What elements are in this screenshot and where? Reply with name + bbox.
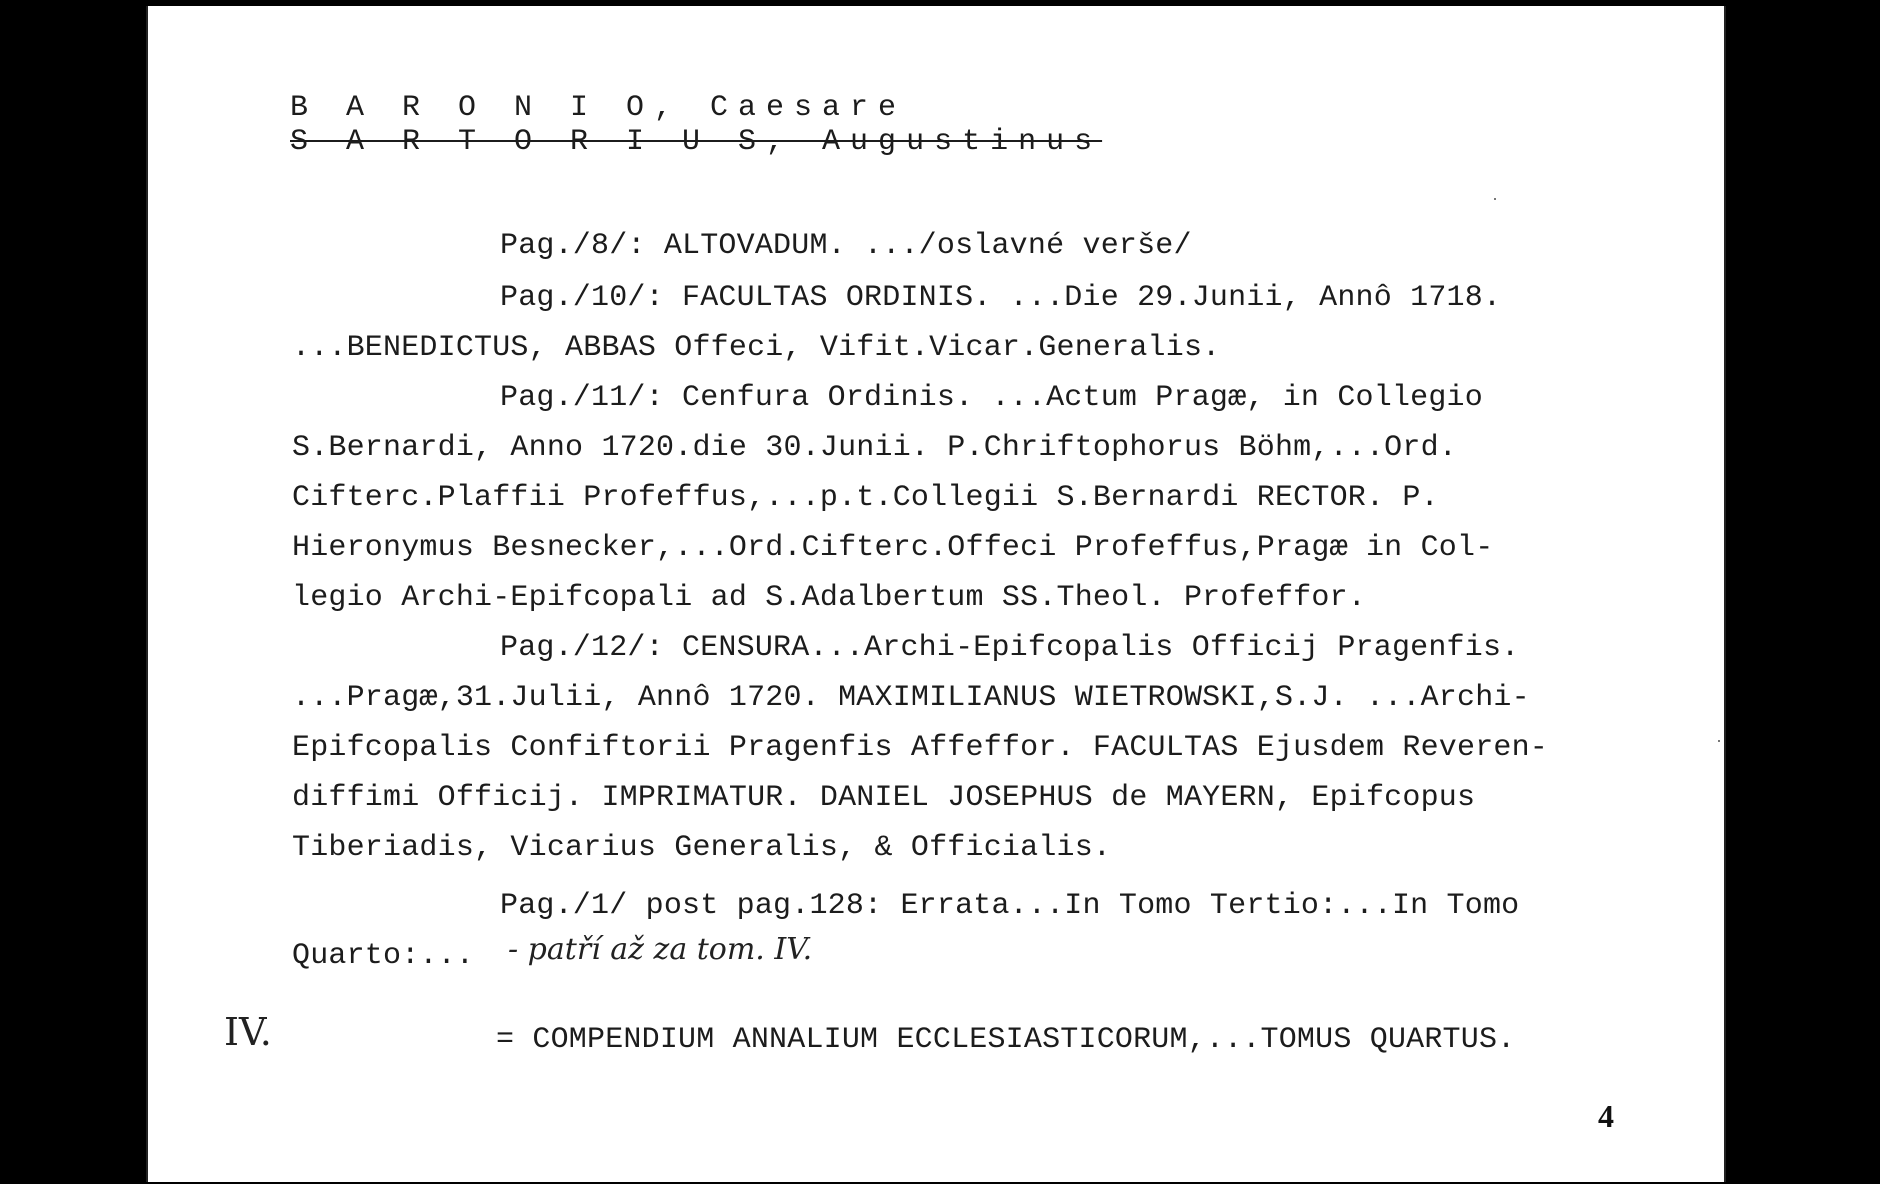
heading-struck-name: S A R T O R I U S, Augustinus — [290, 125, 1103, 159]
text-line-7: Hieronymus Besnecker,...Ord.Cifterc.Offeci Profeffus,Pragæ in Col- — [292, 531, 1494, 565]
catalog-card — [146, 6, 1726, 1182]
margin-note: IV. — [224, 1010, 272, 1054]
handwritten-note: - patří až za tom. IV. — [508, 932, 813, 967]
text-line-2: Pag./10/: FACULTAS ORDINIS. ...Die 29.Junii, Annô 1718. — [500, 281, 1502, 315]
text-line-14: Pag./1/ post pag.128: Errata...In Tomo Tertio:...In Tomo — [500, 889, 1520, 923]
text-line-11: Epifcopalis Confiftorii Pragenfis Affeffor. FACULTAS Ejusdem Reveren- — [292, 731, 1549, 765]
text-line-4: Pag./11/: Cenfura Ordinis. ...Actum Pragæ, in Collegio — [500, 381, 1483, 415]
text-line-15: Quarto:... — [292, 939, 475, 973]
title-line: = COMPENDIUM ANNALIUM ECCLESIASTICORUM,...TOMUS QUARTUS. — [496, 1023, 1516, 1057]
text-line-1: Pag./8/: ALTOVADUM. .../oslavné verše/ — [500, 229, 1192, 263]
speck — [1494, 198, 1496, 200]
speck-edge — [1718, 740, 1720, 742]
text-line-9: Pag./12/: CENSURA...Archi-Epifcopalis Officij Pragenfis. — [500, 631, 1520, 665]
text-line-6: Cifterc.Plaffii Profeffus,...p.t.Collegii S.Bernardi RECTOR. P. — [292, 481, 1439, 515]
heading-name: B A R O N I O, Caesare — [290, 91, 907, 125]
text-line-13: Tiberiadis, Vicarius Generalis, & Officialis. — [292, 831, 1112, 865]
text-line-3: ...BENEDICTUS, ABBAS Offeci, Vifit.Vicar.Generalis. — [292, 331, 1221, 365]
page-number: 4 — [1598, 1098, 1614, 1134]
text-line-8: legio Archi-Epifcopali ad S.Adalbertum SS.Theol. Profeffor. — [292, 581, 1366, 615]
text-line-10: ...Pragæ,31.Julii, Annô 1720. MAXIMILIANUS WIETROWSKI,S.J. ...Archi- — [292, 681, 1530, 715]
text-line-5: S.Bernardi, Anno 1720.die 30.Junii. P.Chriftophorus Böhm,...Ord. — [292, 431, 1457, 465]
text-line-12: diffimi Officij. IMPRIMATUR. DANIEL JOSEPHUS de MAYERN, Epifcopus — [292, 781, 1476, 815]
